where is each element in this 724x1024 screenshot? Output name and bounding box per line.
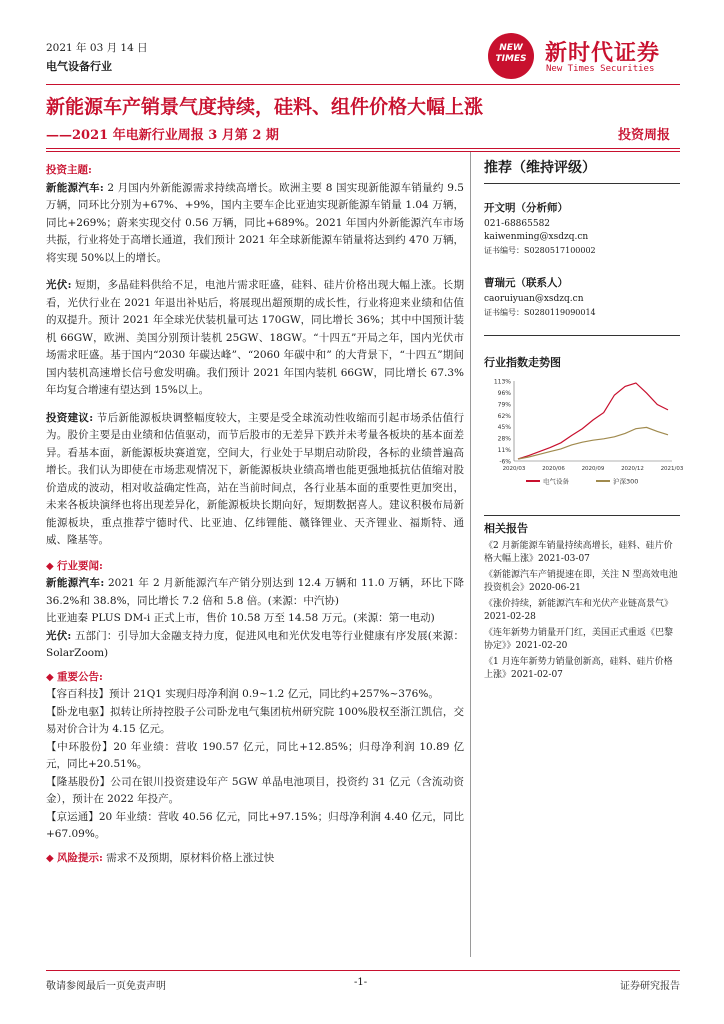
bullet-icon: ◆ [46,671,54,683]
nev-text: 2 月国内外新能源需求持续高增长。欧洲主要 8 国实现新能源车销量约 9.5 万辆，同环比分别为+67%、+9%，国内主要车企比亚迪实现新能源车销量 1.04 万辆，同比+269%；蔚来实现交付 0.56 万辆，同比+689%。2021 年国内外新能源汽车市场共振，行业将处于高增长通道，我们预计 2021 年全球新能源车销量将达到约 470 万辆，将实现 50%以上的增长。 [46,181,464,264]
related-report-item[interactable]: 《涨价持续，新能源汽车和光伏产业链高景气》2021-02-28 [484,599,674,622]
related-report-item[interactable]: 《新能源汽车产销提速在即，关注 N 型高效电池投资机会》2020-06-21 [484,570,678,593]
y-tick-label: -6% [499,458,511,466]
related-report-item[interactable]: 《1 月连年新势力销量创新高，硅料、硅片价格上涨》2021-02-07 [484,657,673,680]
announcement-item: 【中环股份】20 年业绩：营收 190.57 亿元，同比+12.85%；归母净利润 10.89 亿元，同比+20.51%。 [46,740,464,770]
analyst2-email[interactable]: caoruiyuan@xsdzq.cn [484,294,584,304]
index-trend-chart [484,377,684,495]
advice-label: 投资建议: [46,411,94,424]
report-date: 2021 年 03 月 14 日 [46,42,148,54]
y-tick-label: 28% [497,435,511,443]
nev-paragraph [46,180,464,268]
footer-disclaimer: 敬请参阅最后一页免责声明 [46,981,166,992]
sidebar [484,160,684,685]
x-tick-label: 2020/03 [502,466,526,472]
legend-label: 沪深300 [613,477,639,486]
section-industry-news: 行业要闻: [57,559,103,572]
legend-label: 电气设备 [543,477,569,486]
pv-text: 短期，多晶硅料供给不足，电池片需求旺盛，硅料、硅片价格出现大幅上涨。长期看，光伏行业在 2021 年退出补贴后，将展现出超预期的成长性，行业将迎来业绩和估值的双提升。预计 2021 年全球光伏装机量可达 170GW，同比增长 36%；其中中国预计装机 66GW，欧洲、美国分别预计装机 25GW、18GW。“十四五”开局之年，国内光伏市场需求旺盛。基于国内“2030 年碳达峰”、“2060 年碳中和” 的大背景下，“十四五”期间国内装机高速增长信号愈发明确。我们预计 2021 年国内装机 66GW，同比增长 67.3%年均复合增速有望达到 15%以上。 [46,279,464,396]
page-number: -1- [354,977,368,988]
bullet-icon: ◆ [46,560,54,572]
news1-paragraph [46,575,464,610]
sidebar-divider [484,515,680,516]
title-divider-2 [46,151,680,152]
news3-text: 五部门：引导加大金融支持力度，促进风电和光伏发电等行业健康有序发展(来源：SolarZoom) [46,629,464,659]
company-logo-mark: NEW TIMES [488,33,534,79]
nev-label: 新能源汽车: [46,181,104,194]
analyst2-name: 曹瑞元（联系人） [484,277,568,289]
risk-label: 风险提示: [57,851,103,864]
section-investment-theme: 投资主题: [46,164,92,176]
title-divider [46,148,680,149]
related-reports-list [484,540,680,682]
pv-label: 光伏: [46,279,72,291]
rating: 推荐（维持评级） [484,160,596,176]
chart-title: 行业指数走势图 [484,356,561,369]
report-title: 新能源车产销景气度持续，硅料、组件价格大幅上涨 [46,96,484,118]
news3-paragraph [46,628,464,663]
series-line-0 [518,383,668,459]
announcement-item: 【隆基股份】公司在银川投资建设年产 5GW 单晶电池项目，投资约 31 亿元（含流动资金），预计在 2022 年投产。 [46,775,464,805]
pv-paragraph [46,277,464,400]
report-type: 投资周报 [618,128,671,143]
sidebar-divider [484,183,680,184]
company-name-en: New Times Securities [546,64,655,74]
y-tick-label: 79% [497,401,511,409]
announcement-item: 【容百科技】预计 21Q1 实现归母净利润 0.9~1.2 亿元，同比约+257%~376%。 [46,688,439,700]
x-tick-label: 2021/03 [660,466,684,472]
footer-divider [46,970,680,971]
related-report-item[interactable]: 《2 月新能源车销量持续高增长，硅料、硅片价格大幅上涨》2021-03-07 [484,541,673,564]
news2-text: 比亚迪秦 PLUS DM-i 正式上市，售价 10.58 万至 14.58 万元。(来源：第一电动) [46,612,435,624]
advice-text: 节后新能源板块调整幅度较大，主要是受全球流动性收缩而引起市场杀估值行为。股价主要是由业绩和估值驱动，而节后股市的无差异下跌并未考量各板块的基本面差异。看基本面，新能源板块赛道宽，空间大，行业处于早期启动阶段，各标的业绩普遍高增长。我们认为即使在市场悲观情况下，新能源板块业绩高增也能更强地抵抗估值缩对股价造成的波动，相对收益确定性高，站在当前时间点，各行业基本面的重要性更加突出，未来各板块演绎也将出现差异化，新能源板块长期向好，短期数据喜人。建议积极布局新能源板块，重点推荐宁德时代、比亚迪、亿纬锂能、赣锋锂业、天齐锂业、福斯特、通威、隆基等。 [46,411,464,546]
advice-paragraph [46,410,464,550]
y-tick-label: 45% [497,424,511,432]
y-tick-label: 96% [497,389,511,397]
x-tick-label: 2020/12 [621,466,644,472]
section-announcements: 重要公告: [57,670,103,683]
analyst1-email[interactable]: kaiwenming@xsdzq.cn [484,232,589,242]
main-content [46,162,464,867]
sidebar-divider [484,335,680,336]
related-report-item[interactable]: 《连年新势力销量开门红，美国正式重返《巴黎协定》》2021-02-20 [484,628,674,651]
industry-label: 电气设备行业 [46,60,112,73]
series-line-1 [518,427,668,459]
announcement-item: 【卧龙电驱】拟转让所持控股子公司卧龙电气集团杭州研究院 100%股权至浙江凯信，交易对价合计为 4.15 亿元。 [46,705,464,735]
related-reports-title: 相关报告 [484,522,528,535]
bullet-icon: ◆ [46,852,54,864]
analyst1-name: 开文明（分析师） [484,202,568,214]
news1-label: 新能源汽车: [46,577,105,589]
company-name-cn: 新时代证券 [545,41,661,66]
analyst2-cert: 证书编号：S0280119090014 [484,308,596,317]
news1-text: 2021 年 2 月新能源汽车产销分别达到 12.4 万辆和 11.0 万辆，环比下降 36.2%和 38.8%，同比增长 7.2 倍和 5.8 倍。(来源：中汽协) [46,577,464,607]
analyst1-phone: 021-68865582 [484,219,551,229]
announcement-item: 【京运通】20 年业绩：营收 40.56 亿元，同比+97.15%；归母净利润 4.40 亿元，同比+67.09%。 [46,810,464,840]
x-tick-label: 2020/06 [542,466,565,472]
column-divider [470,152,471,957]
risk-text: 需求不及预期，原材料价格上涨过快 [106,851,275,864]
footer-report-type: 证券研究报告 [620,981,680,992]
header-divider [46,84,680,85]
report-subtitle: ——2021 年电新行业周报 3 月第 2 期 [46,128,279,143]
y-tick-label: 11% [497,447,511,455]
y-tick-label: 62% [497,412,511,420]
analyst1-cert: 证书编号：S0280517100002 [484,246,596,255]
news3-label: 光伏: [46,629,72,642]
x-tick-label: 2020/09 [581,466,605,472]
y-tick-label: 113% [493,378,511,386]
